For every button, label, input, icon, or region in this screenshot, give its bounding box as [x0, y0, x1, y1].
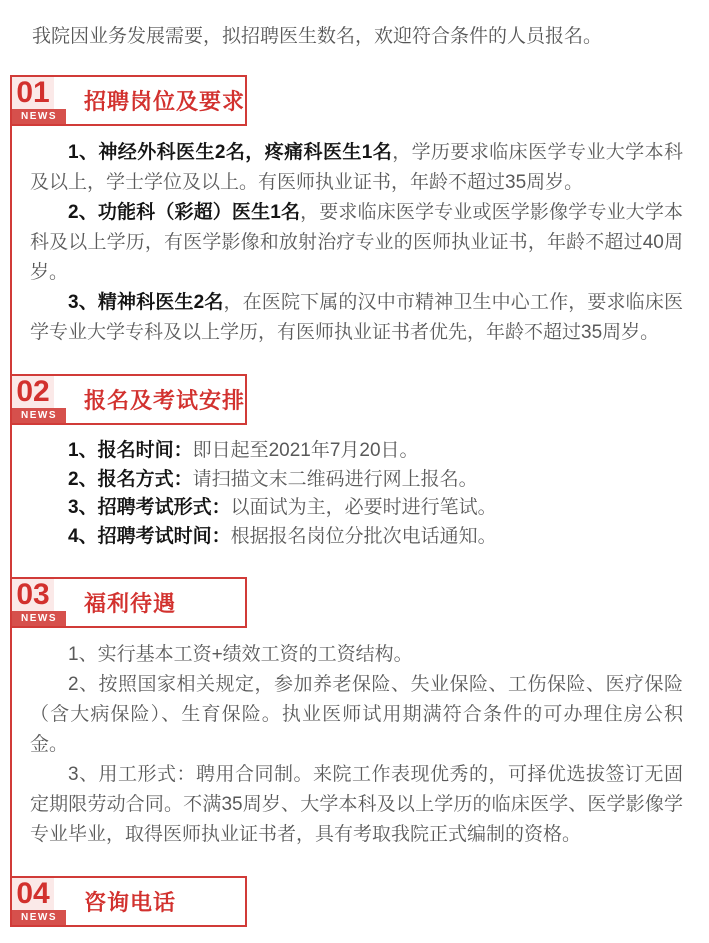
section-number: 02	[12, 376, 54, 408]
paragraph	[30, 288, 683, 348]
section-number: 03	[12, 579, 54, 611]
sections-container	[0, 75, 709, 927]
section-02	[0, 374, 709, 551]
text-segment: 3、精神科医生2名	[68, 292, 224, 313]
section-title: 咨询电话	[84, 890, 177, 915]
text-segment: 根据报名岗位分批次电话通知。	[230, 525, 497, 547]
section-number: 04	[12, 878, 54, 910]
section-body-03	[30, 640, 683, 850]
section-04	[0, 876, 709, 927]
section-title: 报名及考试安排	[84, 388, 246, 413]
paragraph	[30, 466, 683, 495]
section-title: 福利待遇	[84, 591, 177, 616]
section-header-04	[10, 876, 247, 927]
section-header-01	[10, 75, 247, 126]
section-number: 01	[12, 77, 54, 109]
section-body-01	[30, 138, 683, 348]
text-segment: 2、按照国家相关规定，参加养老保险、失业保险、工伤保险、医疗保险（含大病保险）、生育保险。执业医师试用期满符合条件的可办理住房公积金。	[30, 674, 683, 755]
paragraph	[30, 198, 683, 288]
text-segment: 1、报名时间：	[68, 440, 193, 461]
text-segment: 1、神经外科医生2名，疼痛科医生1名	[68, 142, 393, 163]
paragraph	[30, 640, 683, 670]
text-segment: 2、功能科（彩超）医生1名	[68, 202, 301, 223]
text-segment: 1、实行基本工资+绩效工资的工资结构。	[68, 644, 413, 665]
news-badge: NEWS	[12, 910, 66, 925]
paragraph	[30, 138, 683, 198]
section-body-02	[30, 437, 683, 551]
text-segment: 3、用工形式：聘用合同制。来院工作表现优秀的，可择优选拔签订无固定期限劳动合同。不满35周岁、大学本科及以上学历的临床医学、医学影像学专业毕业，取得医师执业证书者，具有考取我院正式编制的资格。	[30, 764, 683, 845]
text-segment: 3、招聘考试形式：	[68, 497, 231, 518]
text-segment: ，学历要求临床医学专业大学本科及以上，学士学位及以上。有医师执业证书，年龄不超过35周岁。	[30, 142, 683, 193]
text-segment: ，在医院下属的汉中市精神卫生中心工作，要求临床医学专业大学专科及以上学历，有医师执业证书者优先，年龄不超过35周岁。	[30, 292, 683, 343]
text-segment: 4、招聘考试时间：	[68, 525, 231, 547]
section-03	[0, 577, 709, 850]
section-header-02	[10, 374, 247, 425]
section-badge	[12, 579, 66, 626]
paragraph	[30, 494, 683, 523]
text-segment: 2、报名方式：	[68, 468, 193, 490]
paragraph	[30, 523, 683, 552]
section-title: 招聘岗位及要求	[84, 89, 246, 114]
section-badge	[12, 878, 66, 925]
section-header-03	[10, 577, 247, 628]
section-badge	[12, 376, 66, 423]
news-badge: NEWS	[12, 611, 66, 626]
intro-paragraph: 我院因业务发展需要，拟招聘医生数名，欢迎符合条件的人员报名。	[32, 26, 603, 47]
text-segment: 以面试为主，必要时进行笔试。	[230, 497, 497, 518]
text-segment: 即日起至2021年7月20日。	[192, 440, 419, 461]
paragraph	[30, 670, 683, 760]
text-segment: 请扫描文末二维码进行网上报名。	[192, 468, 478, 490]
paragraph	[30, 760, 683, 850]
section-badge	[12, 77, 66, 124]
section-01	[0, 75, 709, 348]
news-badge: NEWS	[12, 109, 66, 124]
paragraph	[30, 437, 683, 466]
news-badge: NEWS	[12, 408, 66, 423]
text-segment: ，要求临床医学专业或医学影像学专业大学本科及以上学历，有医学影像和放射治疗专业的医师执业证书，年龄不超过40周岁。	[30, 202, 683, 283]
